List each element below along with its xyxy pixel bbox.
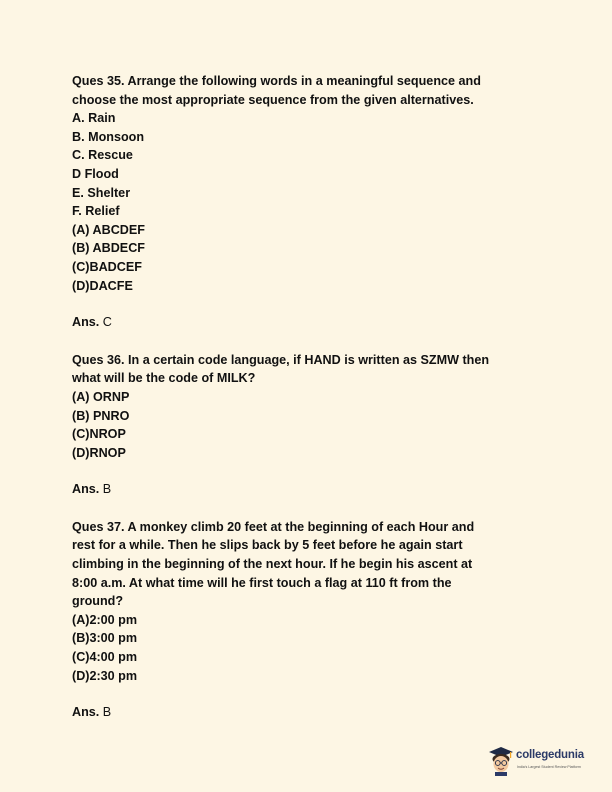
answer-label: Ans. — [72, 705, 100, 720]
answer-option: (C)NROP — [72, 427, 126, 442]
sequence-item: A. Rain — [72, 111, 116, 126]
answer-value: B — [102, 482, 112, 497]
answer-label: Ans. — [72, 315, 100, 330]
answer-option: (C)4:00 pm — [72, 650, 138, 665]
answer-label: Ans. — [72, 482, 100, 497]
question-text — [72, 518, 542, 611]
question-line: Ques 36. In a certain code language, if HAND is written as SZMW then — [72, 352, 490, 367]
question-line: ground? — [72, 594, 124, 609]
question-35 — [72, 72, 542, 332]
student-mascot-icon — [488, 746, 514, 776]
answer — [72, 703, 542, 722]
answer-option: (D)DACFE — [72, 278, 133, 293]
question-line: rest for a while. Then he slips back by 5 feet before he again start — [72, 538, 463, 553]
question-line: Ques 35. Arrange the following words in a meaningful sequence and — [72, 74, 481, 88]
logo-wordmark: collegedunia — [516, 749, 584, 761]
sequence-item: B. Monsoon — [72, 129, 145, 144]
answer-option: (A) ORNP — [72, 389, 130, 404]
question-36 — [72, 351, 542, 499]
answer-value: C — [102, 315, 112, 330]
sequence-item: D Flood — [72, 166, 119, 181]
question-line: choose the most appropriate sequence from the given alternatives. — [72, 92, 474, 107]
answer-option: (B)3:00 pm — [72, 631, 138, 646]
answer-value: B — [102, 705, 112, 720]
logo-tagline: India's Largest Student Review Platform — [517, 765, 581, 769]
answer — [72, 480, 542, 499]
sequence-item: C. Rescue — [72, 148, 133, 163]
collegedunia-logo — [488, 744, 598, 778]
answer-option: (D)2:30 pm — [72, 668, 138, 683]
answer — [72, 313, 542, 332]
answer-option: (A) ABCDEF — [72, 222, 145, 237]
answer-option: (D)RNOP — [72, 445, 126, 460]
answer-option: (B) PNRO — [72, 408, 130, 423]
question-text — [72, 351, 542, 388]
answer-option: (C)BADCEF — [72, 259, 142, 274]
question-line: climbing in the beginning of the next hour. If he begin his ascent at — [72, 557, 473, 572]
question-37 — [72, 518, 542, 722]
question-text — [72, 72, 542, 109]
question-line: 8:00 a.m. At what time will he first touch a flag at 110 ft from the — [72, 575, 452, 590]
answer-option: (B) ABDECF — [72, 241, 145, 256]
sequence-item: F. Relief — [72, 204, 120, 219]
sequence-item: E. Shelter — [72, 185, 131, 200]
document-body — [72, 72, 542, 741]
question-line: what will be the code of MILK? — [72, 371, 256, 386]
question-line: Ques 37. A monkey climb 20 feet at the beginning of each Hour and — [72, 519, 475, 534]
answer-option: (A)2:00 pm — [72, 612, 138, 627]
